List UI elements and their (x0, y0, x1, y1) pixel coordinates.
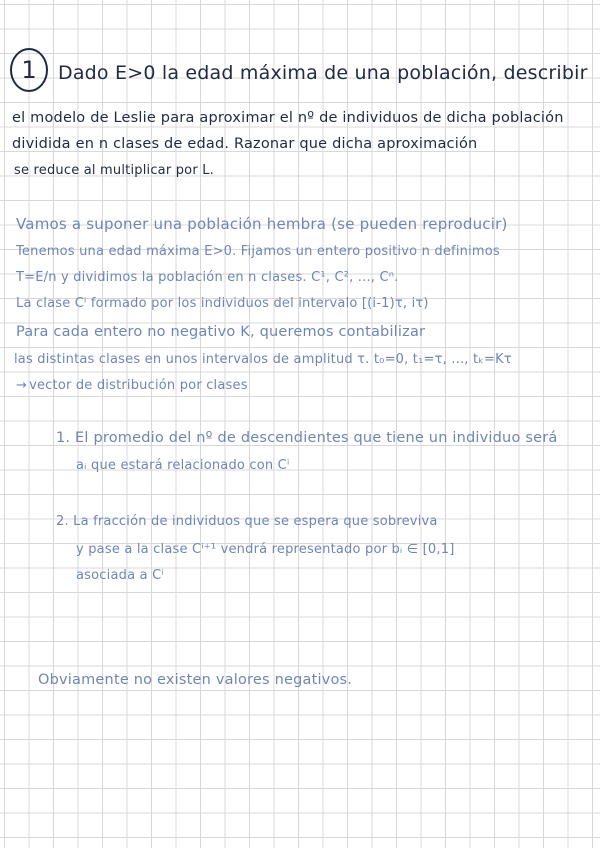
answer-line-7 (16, 378, 248, 393)
item1-line-2: aᵢ que estará relacionado con Cⁱ (76, 458, 290, 473)
exercise-number-circle (10, 48, 48, 92)
item2-line-3: asociada a Cⁱ (76, 568, 164, 583)
statement-line-2: el modelo de Leslie para aproximar el nº de individuos de dicha población (12, 110, 564, 126)
item2-line-2: y pase a la clase Cⁱ⁺¹ vendrá representado por bᵢ ∈ [0,1] (76, 542, 455, 557)
answer-line-4: La clase Cⁱ formado por los individuos del intervalo [(i-1)τ, iτ) (16, 296, 429, 311)
answer-line-6: las distintas clases en unos intervalos de amplitud τ. t₀=0, t₁=τ, ..., tₖ=Kτ (14, 352, 512, 367)
conclusion-line: Obviamente no existen valores negativos. (38, 672, 353, 688)
answer-line-2: Tenemos una edad máxima E>0. Fijamos un entero positivo n definimos (16, 244, 500, 259)
answer-line-5: Para cada entero no negativo K, queremos contabilizar (16, 324, 426, 340)
answer-line-7-text: vector de distribución por clases (29, 378, 248, 393)
statement-line-3: dividida en n clases de edad. Razonar que dicha aproximación (12, 136, 478, 152)
right-arrow-icon: → (16, 378, 28, 393)
statement-line-4: se reduce al multiplicar por L. (14, 163, 214, 178)
exercise-number: 1 (21, 56, 37, 84)
item2-line-1: 2. La fracción de individuos que se espera que sobreviva (56, 514, 438, 529)
item1-line-1: 1. El promedio del nº de descendientes que tiene un individuo será (56, 430, 558, 446)
answer-line-3: T=E/n y dividimos la población en n clases. C¹, C², ..., Cⁿ. (16, 270, 399, 285)
statement-line-1: Dado E>0 la edad máxima de una población, describir (58, 62, 588, 84)
answer-line-1: Vamos a suponer una población hembra (se pueden reproducir) (16, 215, 508, 233)
